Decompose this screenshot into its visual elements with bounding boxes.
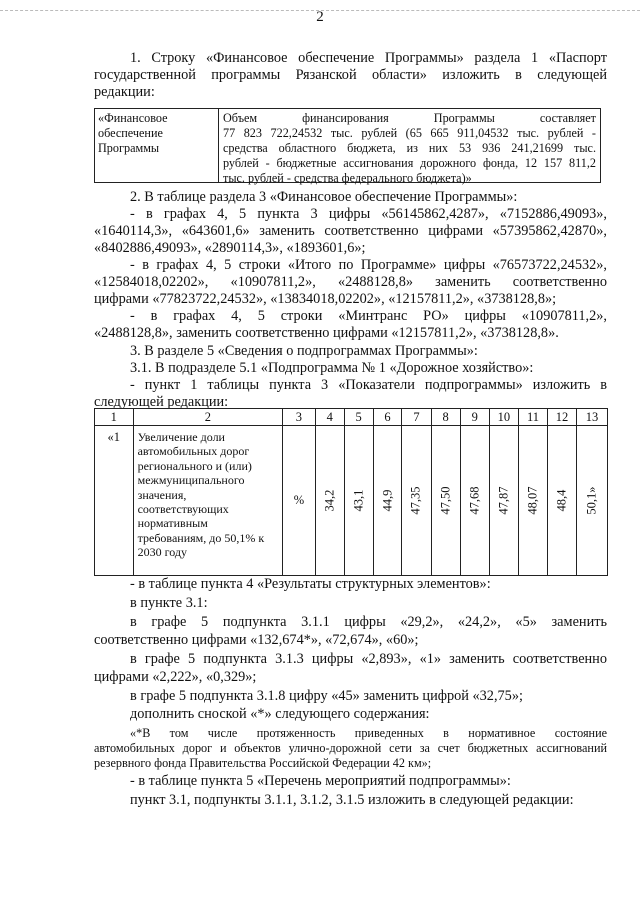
- item2-line5: - в графах 4, 5 строки «Итого по Программе» цифры «76573722,24532»,: [130, 257, 607, 273]
- financing-row-1: Объем финансирования Программы составляет: [223, 111, 596, 125]
- item2-line4: «8402886,49093», «2890114,3», «1893601,6»;: [94, 240, 366, 256]
- item2-line9: «2488128,8», заменить соответственно цифрами «12157811,2», «3738128,8».: [94, 325, 559, 341]
- header-col-9: 9: [460, 409, 489, 426]
- value-10: 47,87: [496, 486, 511, 515]
- value-12: 48,4: [554, 489, 569, 512]
- footnote-line3: резервного фонда Правительства Российской Федерации 42 км»;: [94, 756, 432, 770]
- financing-row-2: 77 823 722,24532 тыс. рублей (65 665 911,04532 тыс. рублей -: [223, 126, 596, 140]
- value-5: 43,1: [351, 489, 366, 512]
- item1-line1: 1. Строку «Финансовое обеспечение Программы» раздела 1 «Паспорт: [130, 50, 607, 66]
- value-col-10: [489, 426, 518, 576]
- indicator-description: Увеличение доли автомобильных дорог регионального и (или) межмуниципального значения, соответствующих нормативным требованиям, до 50,1% к 2030 году: [133, 426, 282, 576]
- financing-table-label: «Финансовое обеспечение Программы: [95, 109, 219, 182]
- header-col-13: 13: [577, 409, 608, 426]
- item2-line7: цифрами «77823722,24532», «13834018,02202», «12157811,2», «3738128,8»;: [94, 291, 557, 307]
- item3-line4: следующей редакции:: [94, 394, 229, 410]
- value-13: 50,1»: [584, 486, 599, 515]
- footnote-line1: «*В том числе протяженность приведенных в нормативное состояние: [130, 726, 607, 740]
- value-7: 47,35: [409, 486, 424, 515]
- header-col-10: 10: [489, 409, 518, 426]
- value-col-9: [460, 426, 489, 576]
- header-col-7: 7: [402, 409, 431, 426]
- indicators-data-row: [95, 426, 608, 576]
- financing-row-3: средства областного бюджета, из них 53 936 241,21699 тыс.: [223, 141, 596, 155]
- after-line10: пункт 3.1, подпункты 3.1.1, 3.1.2, 3.1.5 изложить в следующей редакции:: [130, 792, 574, 808]
- header-col-12: 12: [548, 409, 577, 426]
- financing-table-content: [219, 109, 600, 186]
- value-col-4: [315, 426, 344, 576]
- page-number: 2: [316, 9, 324, 25]
- value-9: 47,68: [467, 486, 482, 515]
- indicator-unit: %: [283, 426, 316, 576]
- item1-line2: государственной программы Рязанской области» изложить в следующей: [94, 67, 607, 83]
- item1-line3: редакции:: [94, 84, 155, 100]
- value-col-12: [548, 426, 577, 576]
- item2-line1: 2. В таблице раздела 3 «Финансовое обеспечение Программы»:: [130, 189, 518, 205]
- value-11: 48,07: [525, 486, 540, 515]
- value-col-5: [344, 426, 373, 576]
- value-col-6: [373, 426, 402, 576]
- item2-line8: - в графах 4, 5 строки «Минтранс РО» цифры «10907811,2»,: [130, 308, 607, 324]
- value-8: 47,50: [438, 486, 453, 515]
- indicators-header-row: [95, 409, 608, 426]
- header-col-6: 6: [373, 409, 402, 426]
- item2-line3: «1640114,3», «643601,6» заменить соответственно цифрами «57395862,42870»,: [94, 223, 607, 239]
- financing-table: [94, 108, 601, 183]
- after-line6: цифрами «2,222», «0,329»;: [94, 669, 257, 685]
- item3-line3: - пункт 1 таблицы пункта 3 «Показатели подпрограммы» изложить в: [130, 377, 607, 393]
- header-col-5: 5: [344, 409, 373, 426]
- header-col-1: 1: [95, 409, 134, 426]
- header-col-2: 2: [133, 409, 282, 426]
- header-col-11: 11: [518, 409, 547, 426]
- header-col-4: 4: [315, 409, 344, 426]
- indicators-table: [94, 408, 608, 576]
- after-line7: в графе 5 подпункта 3.1.8 цифру «45» заменить цифрой «32,75»;: [130, 688, 523, 704]
- item2-line2: - в графах 4, 5 пункта 3 цифры «56145862,4287», «7152886,49093»,: [130, 206, 607, 222]
- value-4: 34,2: [322, 489, 337, 512]
- after-line5: в графе 5 подпункта 3.1.3 цифры «2,893», «1» заменить соответственно: [130, 651, 607, 667]
- header-col-3: 3: [283, 409, 316, 426]
- value-col-11: [518, 426, 547, 576]
- after-line2: в пункте 3.1:: [130, 595, 208, 611]
- financing-row-5: тыс. рублей - средства федерального бюджета)»: [223, 171, 472, 185]
- after-line4: соответственно цифрами «132,674*», «72,674», «60»;: [94, 632, 419, 648]
- after-line1: - в таблице пункта 4 «Результаты структурных элементов»:: [130, 576, 491, 592]
- value-col-13: [577, 426, 608, 576]
- item3-line1: 3. В разделе 5 «Сведения о подпрограммах Программы»:: [130, 343, 478, 359]
- footnote-line2: автомобильных дорог и объектов улично-дорожной сети за счет бюджетных ассигнований: [94, 741, 607, 755]
- item2-line6: «12584018,02202», «10907811,2», «2488128,8» заменить соответственно: [94, 274, 607, 290]
- row-number: «1: [95, 426, 134, 576]
- after-line9: - в таблице пункта 5 «Перечень мероприятий подпрограммы»:: [130, 773, 511, 789]
- after-line3: в графе 5 подпункта 3.1.1 цифры «29,2», «24,2», «5» заменить: [130, 614, 607, 630]
- value-col-8: [431, 426, 460, 576]
- after-line8: дополнить сноской «*» следующего содержания:: [130, 706, 430, 722]
- value-6: 44,9: [380, 489, 395, 512]
- financing-row-4: рублей - бюджетные ассигнования дорожного фонда, 12 157 811,2: [223, 156, 596, 170]
- item3-line2: 3.1. В подразделе 5.1 «Подпрограмма № 1 «Дорожное хозяйство»:: [130, 360, 534, 376]
- header-col-8: 8: [431, 409, 460, 426]
- value-col-7: [402, 426, 431, 576]
